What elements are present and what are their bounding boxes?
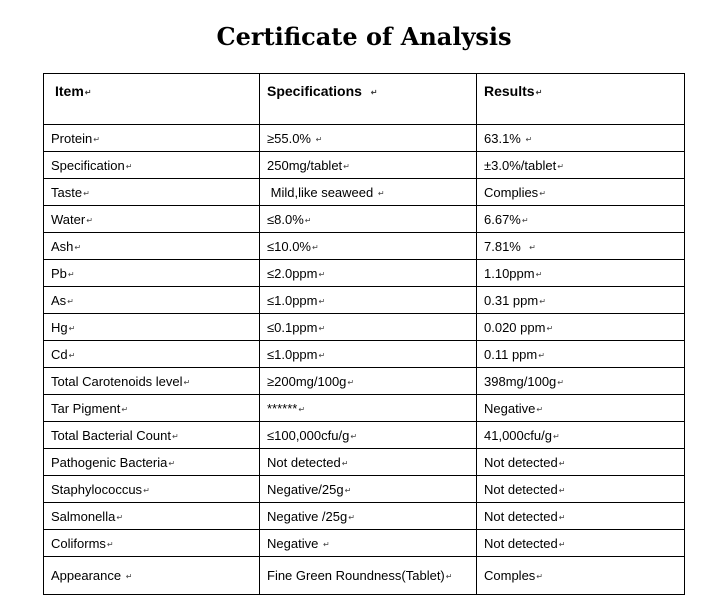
paragraph-mark-icon: ↵ xyxy=(125,161,133,171)
paragraph-mark-icon: ↵ xyxy=(539,188,546,198)
cell-result: 1.10ppm↵ xyxy=(477,260,685,287)
paragraph-mark-icon: ↵ xyxy=(350,431,358,441)
table-row xyxy=(44,260,685,287)
cell-spec: ≤10.0%↵ xyxy=(260,233,477,260)
paragraph-mark-icon: ↵ xyxy=(347,377,355,387)
cell-result: Complies↵ xyxy=(477,179,685,206)
paragraph-mark-icon: ↵ xyxy=(538,350,545,360)
table-row xyxy=(44,422,685,449)
paragraph-mark-icon: ↵ xyxy=(304,215,312,225)
cell-spec: ≤8.0%↵ xyxy=(260,206,477,233)
cell-result: Not detected↵ xyxy=(477,476,685,503)
paragraph-mark-icon: ↵ xyxy=(536,572,543,582)
paragraph-mark-icon: ↵ xyxy=(318,323,326,333)
paragraph-mark-icon: ↵ xyxy=(552,431,560,441)
paragraph-mark-icon: ↵ xyxy=(557,161,564,171)
table-row xyxy=(44,152,685,179)
table-row xyxy=(44,233,685,260)
cell-item: Pathogenic Bacteria↵ xyxy=(44,449,260,476)
cell-result: 0.31 ppm↵ xyxy=(477,287,685,314)
cell-spec: Mild,like seaweed ↵ xyxy=(260,179,477,206)
paragraph-mark-icon: ↵ xyxy=(377,188,385,198)
paragraph-mark-icon: ↵ xyxy=(183,377,191,387)
table-row xyxy=(44,530,685,557)
cell-spec: Fine Green Roundness(Tablet)↵ xyxy=(260,557,477,595)
paragraph-mark-icon: ↵ xyxy=(125,572,133,582)
cell-spec: ≤1.0ppm↵ xyxy=(260,341,477,368)
table-row xyxy=(44,206,685,233)
cell-result: Not detected↵ xyxy=(477,530,685,557)
table-row xyxy=(44,503,685,530)
table-row xyxy=(44,476,685,503)
paragraph-mark-icon: ↵ xyxy=(312,242,319,252)
cell-item: Ash↵ xyxy=(44,233,260,260)
cell-spec: ≤0.1ppm↵ xyxy=(260,314,477,341)
cell-item: Salmonella↵ xyxy=(44,503,260,530)
cell-item: Cd↵ xyxy=(44,341,260,368)
paragraph-mark-icon: ↵ xyxy=(67,296,74,306)
paragraph-mark-icon: ↵ xyxy=(445,572,453,582)
paragraph-mark-icon: ↵ xyxy=(143,485,150,495)
cell-spec: ≥55.0% ↵ xyxy=(260,125,477,152)
table-row xyxy=(44,395,685,422)
table-header-row xyxy=(44,74,685,125)
paragraph-mark-icon: ↵ xyxy=(536,404,544,414)
cell-spec: 250mg/tablet↵ xyxy=(260,152,477,179)
cell-item: Total Bacterial Count↵ xyxy=(44,422,260,449)
paragraph-mark-icon: ↵ xyxy=(318,296,326,306)
paragraph-mark-icon: ↵ xyxy=(116,512,124,522)
cell-result: 6.67%↵ xyxy=(477,206,685,233)
paragraph-mark-icon: ↵ xyxy=(68,323,76,333)
paragraph-mark-icon: ↵ xyxy=(535,269,543,279)
cell-item: Pb↵ xyxy=(44,260,260,287)
table-row xyxy=(44,287,685,314)
paragraph-mark-icon: ↵ xyxy=(558,539,566,549)
paragraph-mark-icon: ↵ xyxy=(298,404,306,414)
paragraph-mark-icon: ↵ xyxy=(558,458,566,468)
table-row xyxy=(44,557,685,595)
cell-item: Taste↵ xyxy=(44,179,260,206)
cell-spec: ******↵ xyxy=(260,395,477,422)
document-title: Certificate of Analysis xyxy=(216,22,512,51)
header-item: Item↵ xyxy=(44,74,260,125)
cell-item: As↵ xyxy=(44,287,260,314)
paragraph-mark-icon: ↵ xyxy=(171,431,179,441)
paragraph-mark-icon: ↵ xyxy=(86,215,93,225)
cell-item: Water↵ xyxy=(44,206,260,233)
table-row xyxy=(44,179,685,206)
paragraph-mark-icon: ↵ xyxy=(343,161,350,171)
paragraph-mark-icon: ↵ xyxy=(370,87,378,97)
cell-spec: Negative /25g↵ xyxy=(260,503,477,530)
paragraph-mark-icon: ↵ xyxy=(83,188,90,198)
cell-result: 0.11 ppm↵ xyxy=(477,341,685,368)
cell-spec: Negative ↵ xyxy=(260,530,477,557)
cell-item: Staphylococcus↵ xyxy=(44,476,260,503)
paragraph-mark-icon: ↵ xyxy=(558,512,566,522)
cell-item: Appearance ↵ xyxy=(44,557,260,595)
cell-item: Specification↵ xyxy=(44,152,260,179)
paragraph-mark-icon: ↵ xyxy=(546,323,554,333)
cell-result: 398mg/100g↵ xyxy=(477,368,685,395)
paragraph-mark-icon: ↵ xyxy=(558,485,566,495)
cell-result: Negative↵ xyxy=(477,395,685,422)
cell-item: Total Carotenoids level↵ xyxy=(44,368,260,395)
paragraph-mark-icon: ↵ xyxy=(318,350,326,360)
cell-result: 7.81% ↵ xyxy=(477,233,685,260)
cell-spec: ≤100,000cfu/g↵ xyxy=(260,422,477,449)
paragraph-mark-icon: ↵ xyxy=(348,512,355,522)
cell-result: Not detected↵ xyxy=(477,503,685,530)
cell-item: Tar Pigment↵ xyxy=(44,395,260,422)
cell-result: Not detected↵ xyxy=(477,449,685,476)
paragraph-mark-icon: ↵ xyxy=(93,134,100,144)
table-row xyxy=(44,125,685,152)
cell-item: Hg↵ xyxy=(44,314,260,341)
cell-result: 0.020 ppm↵ xyxy=(477,314,685,341)
paragraph-mark-icon: ↵ xyxy=(341,458,349,468)
cell-item: Protein↵ xyxy=(44,125,260,152)
paragraph-mark-icon: ↵ xyxy=(121,404,129,414)
paragraph-mark-icon: ↵ xyxy=(318,269,326,279)
paragraph-mark-icon: ↵ xyxy=(67,269,75,279)
paragraph-mark-icon: ↵ xyxy=(539,296,546,306)
paragraph-mark-icon: ↵ xyxy=(315,134,323,144)
table-row xyxy=(44,368,685,395)
analysis-table xyxy=(43,73,685,595)
table-row xyxy=(44,341,685,368)
paragraph-mark-icon: ↵ xyxy=(106,539,114,549)
cell-result: 41,000cfu/g↵ xyxy=(477,422,685,449)
table-row xyxy=(44,314,685,341)
paragraph-mark-icon: ↵ xyxy=(535,87,543,97)
paragraph-mark-icon: ↵ xyxy=(84,87,92,97)
cell-spec: Negative/25g↵ xyxy=(260,476,477,503)
paragraph-mark-icon: ↵ xyxy=(525,134,533,144)
cell-spec: Not detected↵ xyxy=(260,449,477,476)
cell-spec: ≥200mg/100g↵ xyxy=(260,368,477,395)
cell-result: ±3.0%/tablet↵ xyxy=(477,152,685,179)
table-row xyxy=(44,449,685,476)
cell-result: 63.1% ↵ xyxy=(477,125,685,152)
cell-item: Coliforms↵ xyxy=(44,530,260,557)
paragraph-mark-icon: ↵ xyxy=(74,242,82,252)
paragraph-mark-icon: ↵ xyxy=(557,377,564,387)
cell-spec: ≤1.0ppm↵ xyxy=(260,287,477,314)
paragraph-mark-icon: ↵ xyxy=(529,242,536,252)
paragraph-mark-icon: ↵ xyxy=(322,539,330,549)
header-specifications: Specifications ↵ xyxy=(260,74,477,125)
cell-spec: ≤2.0ppm↵ xyxy=(260,260,477,287)
paragraph-mark-icon: ↵ xyxy=(68,350,76,360)
paragraph-mark-icon: ↵ xyxy=(168,458,176,468)
paragraph-mark-icon: ↵ xyxy=(344,485,352,495)
header-results: Results↵ xyxy=(477,74,685,125)
paragraph-mark-icon: ↵ xyxy=(521,215,529,225)
cell-result: Comples↵ xyxy=(477,557,685,595)
